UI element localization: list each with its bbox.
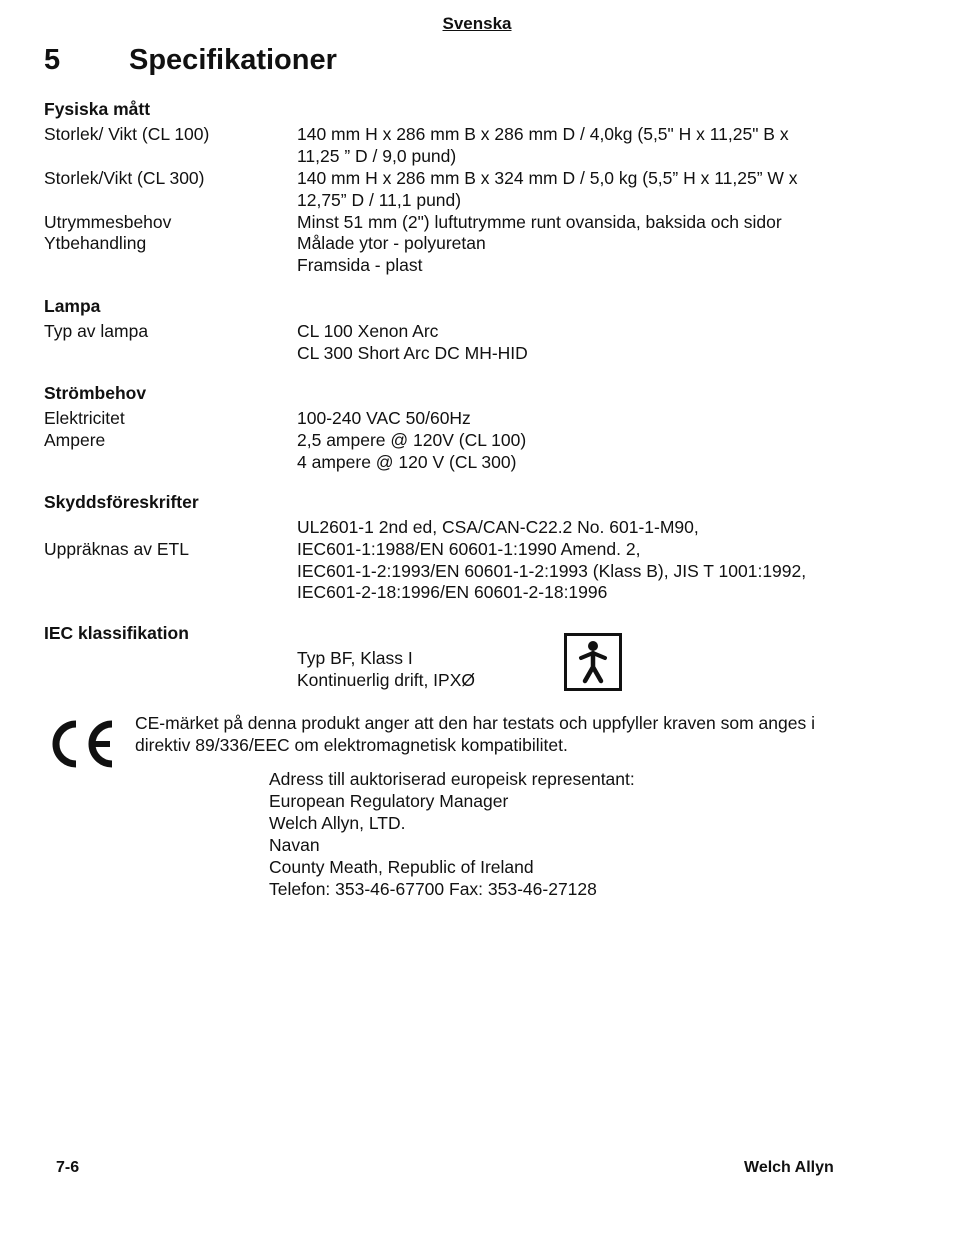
value-safety-line1: UL2601-1 2nd ed, CSA/CAN-C22.2 No. 601-1-M90, — [297, 517, 699, 537]
section-heading-power: Strömbehov — [44, 383, 147, 403]
label-finish: Ytbehandling — [44, 233, 147, 253]
value-finish-line2: Framsida - plast — [297, 255, 423, 275]
value-size-cl100-line2: 11,25 ” D / 9,0 pund) — [297, 146, 457, 166]
section-heading-physical: Fysiska mått — [44, 99, 151, 119]
label-space: Utrymmesbehov — [44, 212, 172, 232]
rep-line1: Adress till auktoriserad europeisk representant: — [269, 769, 635, 789]
section-heading-lamp: Lampa — [44, 296, 101, 316]
label-ampere: Ampere — [44, 430, 106, 450]
section-heading-safety: Skyddsföreskrifter — [44, 492, 199, 512]
value-finish-line1: Målade ytor - polyuretan — [297, 233, 486, 253]
rep-line2: European Regulatory Manager — [269, 791, 509, 811]
ce-text-line1: CE-märket på denna produkt anger att den har testats och uppfyller kraven som anges i — [135, 713, 815, 733]
value-safety-line4: IEC601-2-18:1996/EN 60601-2-18:1996 — [297, 582, 608, 602]
value-electricity: 100-240 VAC 50/60Hz — [297, 408, 471, 428]
ce-mark-icon — [50, 718, 118, 775]
label-electricity: Elektricitet — [44, 408, 125, 428]
label-size-cl100: Storlek/ Vikt (CL 100) — [44, 124, 210, 144]
type-bf-applied-part-icon — [564, 633, 622, 691]
page-number: 7-6 — [56, 1159, 80, 1176]
language-header: Svenska — [442, 14, 512, 33]
value-lamp-type-line2: CL 300 Short Arc DC MH-HID — [297, 343, 528, 363]
label-size-cl300: Storlek/Vikt (CL 300) — [44, 168, 205, 188]
value-lamp-type-line1: CL 100 Xenon Arc — [297, 321, 439, 341]
chapter-title: Specifikationer — [129, 44, 337, 76]
footer-company: Welch Allyn — [744, 1159, 834, 1176]
rep-line3: Welch Allyn, LTD. — [269, 813, 406, 833]
value-iec-line2: Kontinuerlig drift, IPXØ — [297, 670, 475, 690]
value-size-cl100-line1: 140 mm H x 286 mm B x 286 mm D / 4,0kg (5,5" H x 11,25" B x — [297, 124, 789, 144]
value-safety-line2: IEC601-1:1988/EN 60601-1:1990 Amend. 2, — [297, 539, 641, 559]
value-space: Minst 51 mm (2") luftutrymme runt ovansida, baksida och sidor — [297, 212, 782, 232]
ce-text-line2: direktiv 89/336/EEC om elektromagnetisk kompatibilitet. — [135, 735, 568, 755]
value-ampere-line1: 2,5 ampere @ 120V (CL 100) — [297, 430, 527, 450]
value-safety-line3: IEC601-1-2:1993/EN 60601-1-2:1993 (Klass B), JIS T 1001:1992, — [297, 561, 807, 581]
rep-line4: Navan — [269, 835, 320, 855]
value-size-cl300-line2: 12,75” D / 11,1 pund) — [297, 190, 462, 210]
value-ampere-line2: 4 ampere @ 120 V (CL 300) — [297, 452, 517, 472]
label-etl: Uppräknas av ETL — [44, 539, 189, 559]
rep-line6: Telefon: 353-46-67700 Fax: 353-46-27128 — [269, 879, 597, 899]
section-heading-iec: IEC klassifikation — [44, 623, 189, 643]
label-lamp-type: Typ av lampa — [44, 321, 149, 341]
value-size-cl300-line1: 140 mm H x 286 mm B x 324 mm D / 5,0 kg (5,5” H x 11,25” W x — [297, 168, 798, 188]
chapter-number: 5 — [44, 44, 61, 76]
rep-line5: County Meath, Republic of Ireland — [269, 857, 534, 877]
value-iec-line1: Typ BF, Klass I — [297, 648, 413, 668]
